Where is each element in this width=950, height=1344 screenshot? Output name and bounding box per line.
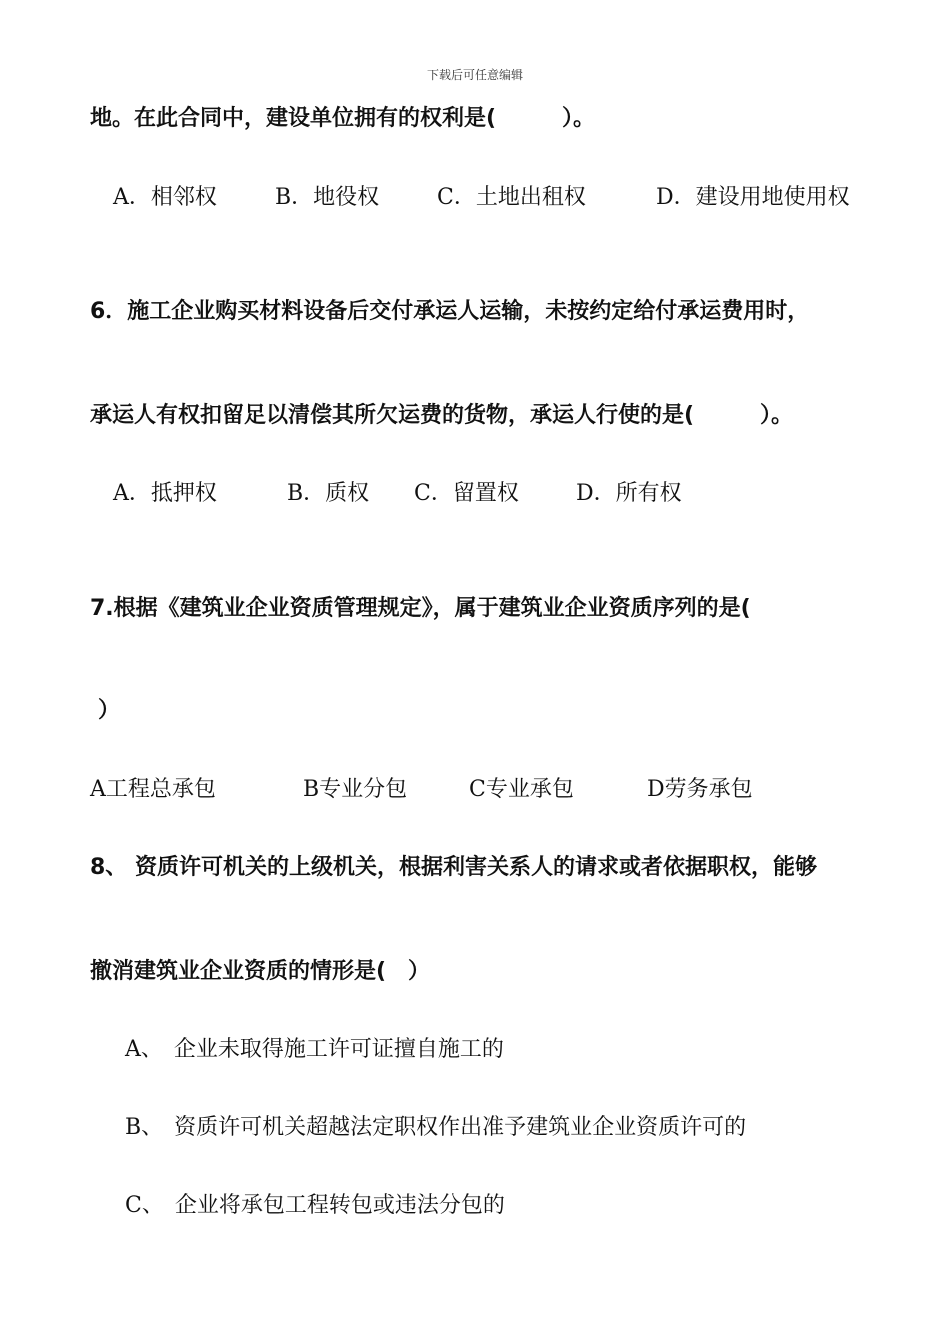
q7-stem-line2: ） [98,698,121,723]
q5-option-b: B．地役权 [275,185,380,210]
q7-option-a: A工程总承包 [90,777,216,802]
q7-option-c: C专业承包 [469,777,574,802]
q6-stem-line2: 承运人有权扣留足以清偿其所欠运费的货物，承运人行使的是( ）。 [90,403,794,428]
q7-option-d: D劳务承包 [647,777,753,802]
page-header: 下载后可任意编辑 [426,68,523,82]
q8-stem-line1: 8、 资质许可机关的上级机关，根据利害关系人的请求或者依据职权，能够 [90,855,817,880]
q6-option-c: C．留置权 [414,481,519,506]
q5-option-a: A．相邻权 [113,185,217,210]
q6-option-d: D．所有权 [576,481,682,506]
q5-stem: 地。在此合同中，建设单位拥有的权利是( ）。 [90,106,596,131]
q6-option-b: B．质权 [287,481,370,506]
q7-option-b: B专业分包 [303,777,408,802]
q5-option-c: C．土地出租权 [437,185,586,210]
q5-option-d: D．建设用地使用权 [656,185,850,210]
q6-option-a: A．抵押权 [113,481,217,506]
q8-stem-line2: 撤消建筑业企业资质的情形是( ） [90,959,431,984]
q8-option-c: C、 企业将承包工程转包或违法分包的 [125,1193,505,1218]
q8-option-b: B、 资质许可机关超越法定职权作出准予建筑业企业资质许可的 [125,1115,747,1140]
q7-stem-line1: 7.根据《建筑业企业资质管理规定》，属于建筑业企业资质序列的是( [90,596,751,621]
q8-option-a: A、 企业未取得施工许可证擅自施工的 [125,1037,504,1062]
q6-stem-line1: 6．施工企业购买材料设备后交付承运人运输，未按约定给付承运费用时， [90,299,810,324]
